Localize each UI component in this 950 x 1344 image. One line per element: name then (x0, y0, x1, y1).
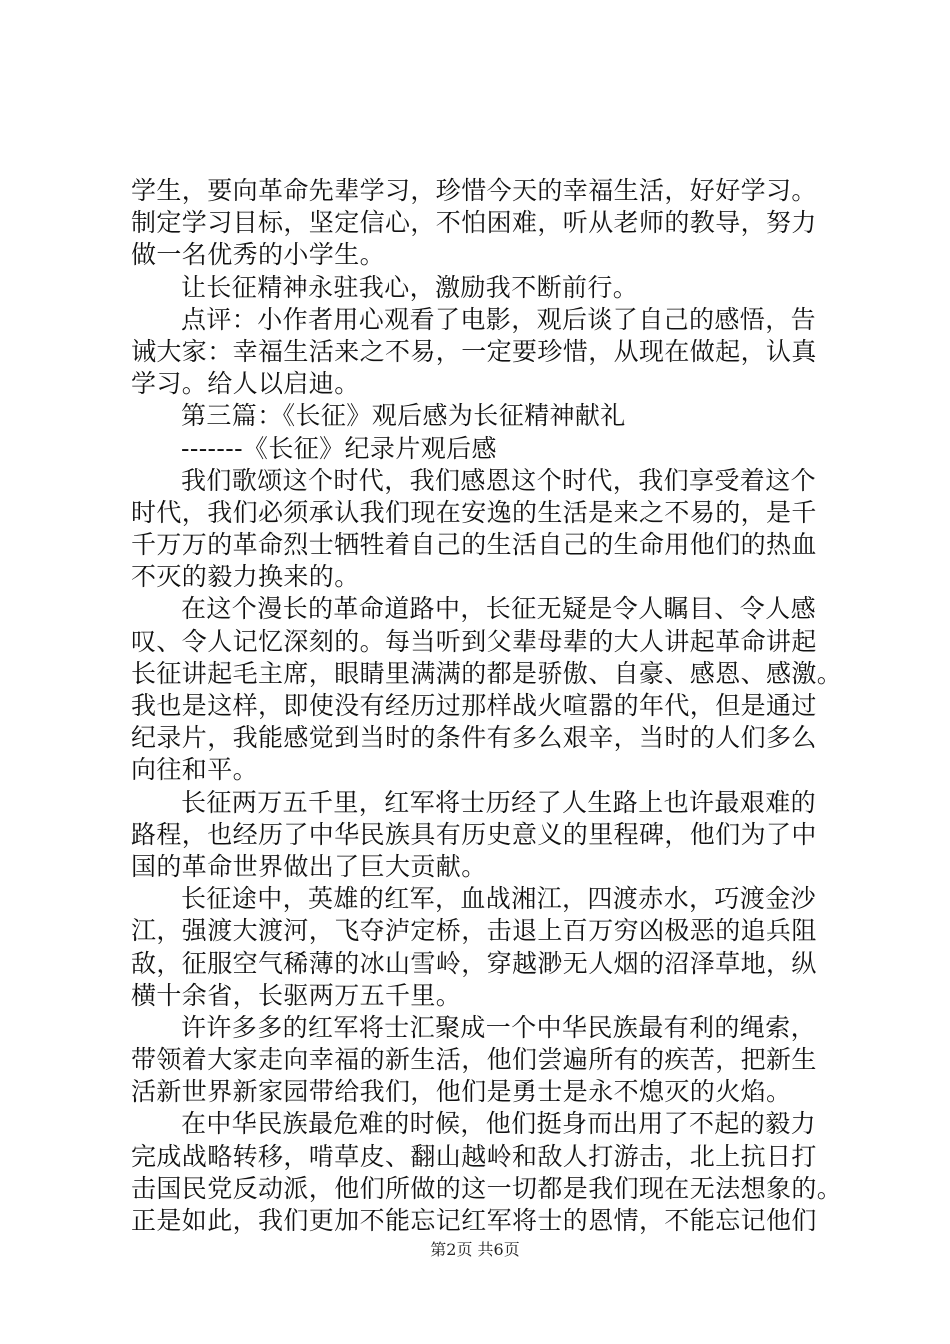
text-line: 长征途中，英雄的红军，血战湘江，四渡赤水，巧渡金沙 (181, 884, 817, 914)
text-line: 国的革命世界做出了巨大贡献。 (131, 851, 487, 881)
paragraph (131, 1012, 831, 1109)
text-line: 千万万的革命烈士牺牲着自己的生活自己的生命用他们的热血 (131, 530, 817, 560)
text-line: 不灭的毅力换来的。 (131, 562, 360, 592)
text-line: 江，强渡大渡河，飞夺泸定桥，击退上百万穷凶极恶的追兵阻 (131, 916, 817, 946)
text-line: 让长征精神永驻我心，激励我不断前行。 (181, 272, 639, 302)
text-line: 活新世界新家园带给我们，他们是勇士是永不熄灭的火焰。 (131, 1077, 792, 1107)
text-line: 做一名优秀的小学生。 (131, 240, 386, 270)
text-line: 在中华民族最危难的时候，他们挺身而出用了不起的毅力 (181, 1109, 817, 1139)
text-line: 我们歌颂这个时代，我们感恩这个时代，我们享受着这个 (181, 465, 817, 495)
document-body (131, 175, 843, 1237)
text-line: 长征两万五千里，红军将士历经了人生路上也许最艰难的 (181, 787, 817, 817)
text-line: 长征讲起毛主席，眼睛里满满的都是骄傲、自豪、感恩、感激。 (131, 658, 843, 688)
text-line: 时代，我们必须承认我们现在安逸的生活是来之不易的，是千 (131, 497, 817, 527)
text-line: 第三篇：《长征》观后感为长征精神献礼 (181, 401, 626, 431)
paragraph (131, 593, 843, 786)
text-line: 向往和平。 (131, 755, 259, 785)
text-line: 横十余省，长驱两万五千里。 (131, 980, 462, 1010)
text-line: -------《长征》纪录片观后感 (181, 433, 497, 463)
paragraph (131, 175, 831, 272)
paragraph (131, 883, 831, 1012)
paragraph (131, 787, 831, 884)
paragraph (131, 433, 831, 465)
paragraph (131, 400, 831, 432)
text-line: 学生，要向革命先辈学习，珍惜今天的幸福生活，好好学习。 (131, 176, 817, 205)
page-footer: 第2页 共6页 (430, 1240, 520, 1259)
text-line: 诫大家：幸福生活来之不易，一定要珍惜，从现在做起，认真 (131, 336, 817, 366)
text-line: 叹、令人记忆深刻的。每当听到父辈母辈的大人讲起革命讲起 (131, 626, 817, 656)
paragraph (131, 304, 831, 401)
text-line: 纪录片，我能感觉到当时的条件有多么艰辛，当时的人们多么 (131, 723, 817, 753)
text-line: 击国民党反动派，他们所做的这一切都是我们现在无法想象的。 (131, 1173, 843, 1203)
paragraph (131, 272, 831, 304)
text-line: 在这个漫长的革命道路中，长征无疑是令人瞩目、令人感 (181, 594, 817, 624)
text-line: 我也是这样，即使没有经历过那样战火喧嚣的年代，但是通过 (131, 691, 817, 720)
text-line: 许许多多的红军将士汇聚成一个中华民族最有利的绳索， (181, 1012, 817, 1042)
text-line: 路程，也经历了中华民族具有历史意义的里程碑，他们为了中 (131, 819, 817, 849)
text-line: 敌，征服空气稀薄的冰山雪岭，穿越渺无人烟的沼泽草地，纵 (131, 948, 817, 978)
text-line: 正是如此，我们更加不能忘记红军将士的恩情，不能忘记他们 (131, 1206, 817, 1235)
paragraph (131, 1108, 843, 1237)
text-line: 制定学习目标，坚定信心，不怕困难，听从老师的教导，努力 (131, 208, 817, 238)
text-line: 点评：小作者用心观看了电影，观后谈了自己的感悟，告 (181, 304, 817, 334)
text-line: 学习。给人以启迪。 (131, 369, 360, 399)
text-line: 完成战略转移，啃草皮、翻山越岭和敌人打游击，北上抗日打 (131, 1141, 817, 1171)
paragraph (131, 465, 831, 594)
text-line: 带领着大家走向幸福的新生活，他们尝遍所有的疾苦，把新生 (131, 1045, 817, 1075)
